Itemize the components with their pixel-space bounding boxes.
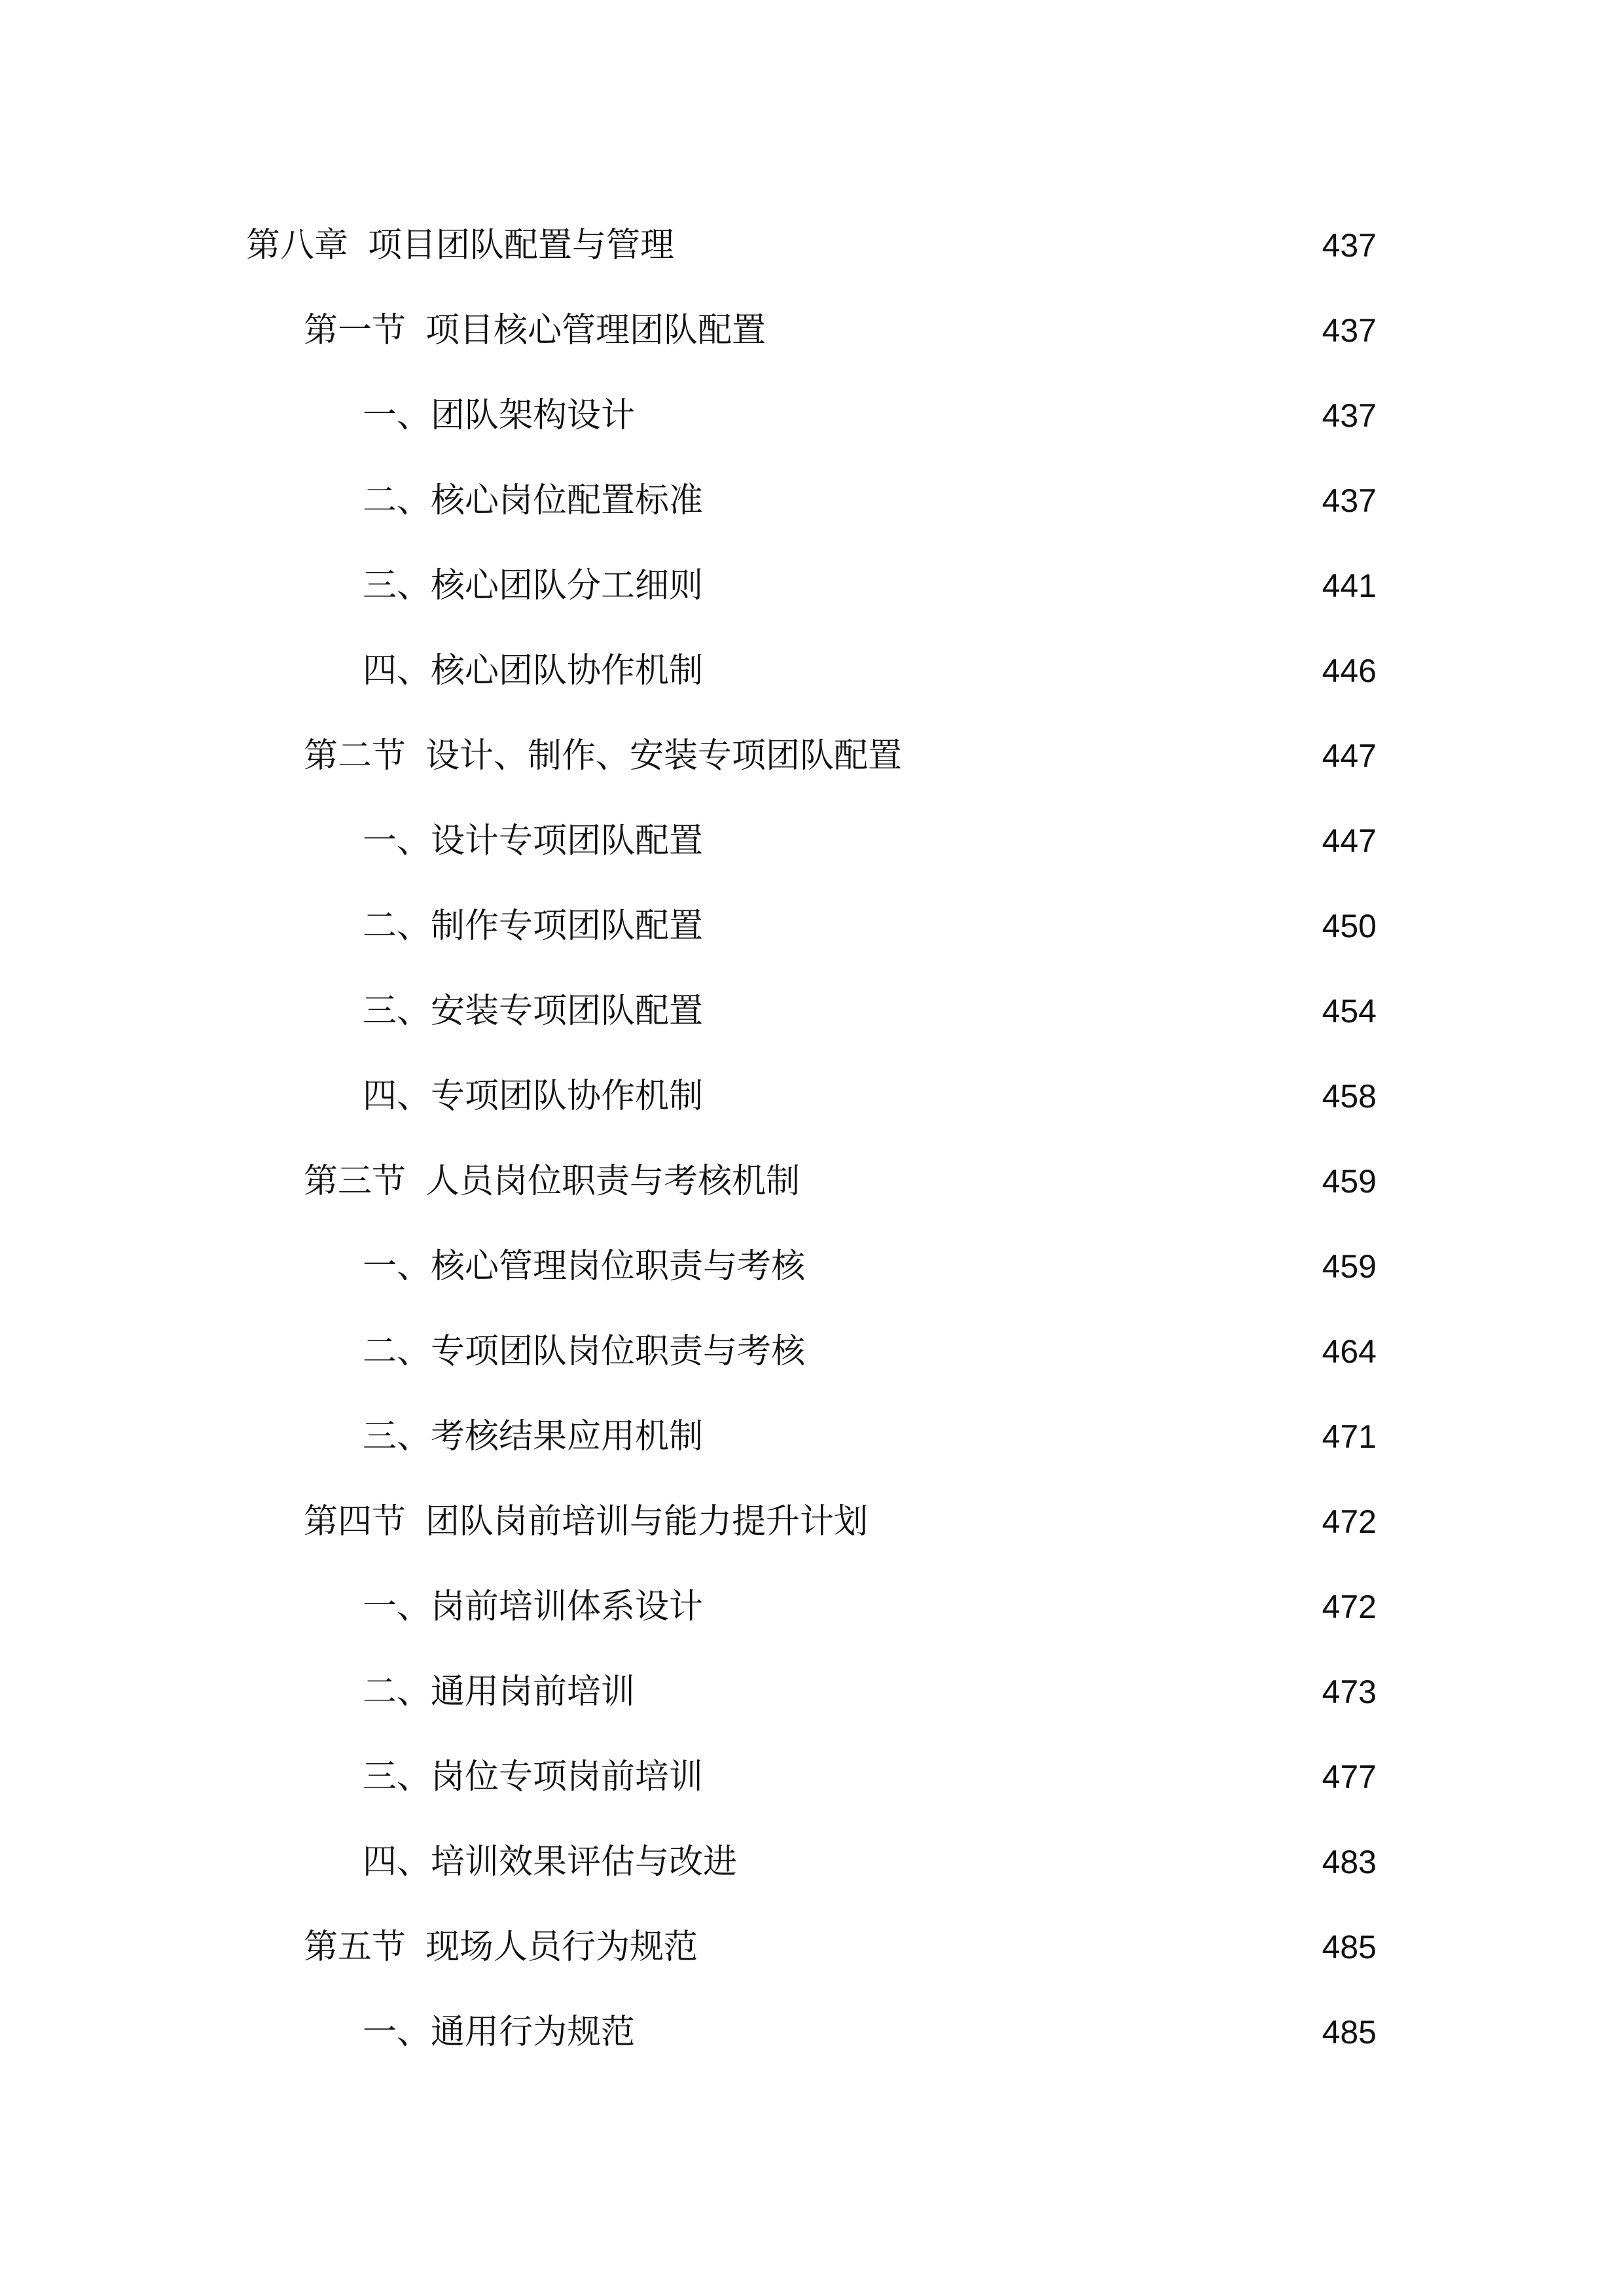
toc-entry[interactable] bbox=[0, 1054, 1624, 1139]
toc-entry-prefix: 一、 bbox=[363, 1247, 431, 1286]
toc-dot-leader bbox=[708, 906, 1318, 946]
toc-entry-title: 核心管理岗位职责与考核 bbox=[431, 1247, 806, 1286]
toc-entry-label bbox=[304, 736, 902, 776]
toc-entry-label bbox=[304, 1502, 868, 1541]
toc-entry-page: 446 bbox=[1322, 653, 1377, 689]
toc-entry-title: 培训效果评估与改进 bbox=[431, 1842, 738, 1882]
toc-dot-leader bbox=[679, 226, 1318, 265]
toc-dot-leader bbox=[708, 481, 1318, 520]
toc-entry-page: 437 bbox=[1322, 482, 1377, 519]
toc-entry[interactable] bbox=[0, 373, 1624, 458]
toc-entry-prefix: 四、 bbox=[363, 1077, 431, 1116]
table-of-contents bbox=[0, 203, 1624, 2075]
toc-entry-label bbox=[363, 2013, 635, 2052]
toc-entry-prefix: 三、 bbox=[363, 566, 431, 605]
toc-entry-page: 485 bbox=[1322, 1929, 1377, 1965]
toc-entry-page: 471 bbox=[1322, 1418, 1377, 1455]
toc-entry-prefix: 一、 bbox=[363, 1587, 431, 1626]
toc-dot-leader bbox=[873, 1502, 1318, 1541]
toc-entry-label bbox=[363, 1417, 703, 1456]
toc-entry-page: 472 bbox=[1322, 1588, 1377, 1625]
toc-entry[interactable] bbox=[0, 543, 1624, 628]
toc-dot-leader bbox=[805, 1162, 1318, 1201]
toc-entry-prefix: 一、 bbox=[363, 821, 431, 861]
toc-entry-prefix: 二、 bbox=[363, 481, 431, 520]
toc-dot-leader bbox=[810, 1332, 1318, 1371]
toc-entry[interactable] bbox=[0, 1139, 1624, 1224]
toc-entry[interactable] bbox=[0, 1309, 1624, 1394]
toc-dot-leader bbox=[703, 1928, 1318, 1967]
toc-entry-label bbox=[363, 481, 703, 520]
toc-entry[interactable] bbox=[0, 884, 1624, 969]
toc-entry-prefix: 四、 bbox=[363, 1842, 431, 1882]
toc-entry-page: 464 bbox=[1322, 1333, 1377, 1370]
toc-entry-prefix: 第四节 bbox=[304, 1502, 406, 1541]
toc-dot-leader bbox=[708, 821, 1318, 861]
toc-entry-page: 437 bbox=[1322, 397, 1377, 434]
toc-entry-label bbox=[363, 821, 703, 861]
toc-entry-title: 项目核心管理团队配置 bbox=[425, 311, 767, 350]
toc-entry-label bbox=[363, 1332, 805, 1371]
toc-entry-label bbox=[363, 906, 703, 946]
toc-entry-label bbox=[363, 1842, 737, 1882]
toc-entry-page: 459 bbox=[1322, 1163, 1377, 1200]
toc-entry-page: 473 bbox=[1322, 1674, 1377, 1710]
toc-entry-page: 450 bbox=[1322, 908, 1377, 944]
toc-dot-leader bbox=[708, 992, 1318, 1031]
toc-entry-prefix: 二、 bbox=[363, 1672, 431, 1712]
toc-dot-leader bbox=[708, 566, 1318, 605]
toc-entry-title: 制作专项团队配置 bbox=[431, 906, 704, 946]
toc-entry-page: 454 bbox=[1322, 993, 1377, 1030]
toc-entry[interactable] bbox=[0, 713, 1624, 798]
toc-entry[interactable] bbox=[0, 458, 1624, 543]
toc-entry-title: 通用行为规范 bbox=[431, 2013, 636, 2052]
toc-entry[interactable] bbox=[0, 1990, 1624, 2075]
toc-entry-page: 437 bbox=[1322, 312, 1377, 349]
toc-entry[interactable] bbox=[0, 628, 1624, 713]
toc-entry-label bbox=[363, 1247, 805, 1286]
toc-entry-title: 专项团队协作机制 bbox=[431, 1077, 704, 1116]
toc-dot-leader bbox=[640, 396, 1318, 435]
toc-entry-title: 设计专项团队配置 bbox=[431, 821, 704, 861]
toc-entry-label bbox=[246, 226, 674, 265]
toc-entry-page: 459 bbox=[1322, 1248, 1377, 1285]
toc-dot-leader bbox=[640, 1672, 1318, 1712]
toc-entry-page: 458 bbox=[1322, 1078, 1377, 1115]
toc-entry[interactable] bbox=[0, 1394, 1624, 1479]
toc-entry-prefix: 四、 bbox=[363, 651, 431, 691]
toc-entry-label bbox=[363, 1672, 635, 1712]
toc-entry-prefix: 第二节 bbox=[304, 736, 406, 776]
toc-entry-label bbox=[363, 1077, 703, 1116]
toc-entry-title: 团队架构设计 bbox=[431, 396, 636, 435]
toc-entry-title: 考核结果应用机制 bbox=[431, 1417, 704, 1456]
toc-entry-label bbox=[363, 396, 635, 435]
toc-entry-title: 核心团队分工细则 bbox=[431, 566, 704, 605]
toc-entry-title: 专项团队岗位职责与考核 bbox=[431, 1332, 806, 1371]
toc-dot-leader bbox=[640, 2013, 1318, 2052]
toc-entry-prefix: 第八章 bbox=[246, 226, 349, 265]
toc-entry-title: 岗前培训体系设计 bbox=[431, 1587, 704, 1626]
toc-dot-leader bbox=[742, 1842, 1318, 1882]
toc-entry-prefix: 一、 bbox=[363, 2013, 431, 2052]
toc-entry-title: 核心岗位配置标准 bbox=[431, 481, 704, 520]
toc-entry-page: 472 bbox=[1322, 1503, 1377, 1540]
toc-entry-page: 447 bbox=[1322, 738, 1377, 774]
toc-entry-title: 设计、制作、安装专项团队配置 bbox=[425, 736, 903, 776]
toc-entry-title: 人员岗位职责与考核机制 bbox=[425, 1162, 801, 1201]
toc-entry-title: 团队岗前培训与能力提升计划 bbox=[425, 1502, 869, 1541]
toc-entry[interactable] bbox=[0, 1224, 1624, 1309]
toc-entry-page: 485 bbox=[1322, 2014, 1377, 2051]
toc-dot-leader bbox=[708, 1587, 1318, 1626]
toc-entry-page: 447 bbox=[1322, 823, 1377, 859]
toc-entry-prefix: 二、 bbox=[363, 906, 431, 946]
toc-dot-leader bbox=[708, 1077, 1318, 1116]
toc-entry-label bbox=[304, 1928, 698, 1967]
toc-dot-leader bbox=[708, 1757, 1318, 1797]
toc-entry-label bbox=[363, 992, 703, 1031]
toc-entry-prefix: 三、 bbox=[363, 1417, 431, 1456]
toc-entry-title: 岗位专项岗前培训 bbox=[431, 1757, 704, 1797]
toc-entry-page: 441 bbox=[1322, 567, 1377, 604]
toc-entry-title: 安装专项团队配置 bbox=[431, 992, 704, 1031]
toc-entry-title: 现场人员行为规范 bbox=[425, 1928, 698, 1967]
toc-entry-title: 核心团队协作机制 bbox=[431, 651, 704, 691]
toc-entry-page: 477 bbox=[1322, 1759, 1377, 1795]
toc-entry-page: 483 bbox=[1322, 1844, 1377, 1880]
toc-entry-label bbox=[304, 311, 766, 350]
toc-entry[interactable] bbox=[0, 969, 1624, 1054]
toc-entry-label bbox=[304, 1162, 800, 1201]
toc-dot-leader bbox=[708, 651, 1318, 691]
toc-entry[interactable] bbox=[0, 288, 1624, 373]
toc-entry-prefix: 一、 bbox=[363, 396, 431, 435]
toc-entry-label bbox=[363, 651, 703, 691]
toc-entry-prefix: 第一节 bbox=[304, 311, 406, 350]
toc-entry-prefix: 二、 bbox=[363, 1332, 431, 1371]
toc-entry-prefix: 第五节 bbox=[304, 1928, 406, 1967]
toc-entry-prefix: 三、 bbox=[363, 1757, 431, 1797]
toc-entry[interactable] bbox=[0, 798, 1624, 884]
toc-dot-leader bbox=[907, 736, 1318, 776]
toc-entry-prefix: 三、 bbox=[363, 992, 431, 1031]
toc-entry-title: 通用岗前培训 bbox=[431, 1672, 636, 1712]
toc-entry[interactable] bbox=[0, 203, 1624, 288]
toc-entry-label bbox=[363, 1757, 703, 1797]
toc-entry[interactable] bbox=[0, 1649, 1624, 1734]
toc-entry-prefix: 第三节 bbox=[304, 1162, 406, 1201]
toc-entry[interactable] bbox=[0, 1564, 1624, 1649]
toc-dot-leader bbox=[771, 311, 1318, 350]
toc-entry[interactable] bbox=[0, 1734, 1624, 1820]
toc-entry-label bbox=[363, 566, 703, 605]
toc-entry[interactable] bbox=[0, 1820, 1624, 1905]
toc-entry-label bbox=[363, 1587, 703, 1626]
toc-entry-title: 项目团队配置与管理 bbox=[368, 226, 675, 265]
toc-entry[interactable] bbox=[0, 1479, 1624, 1564]
toc-dot-leader bbox=[810, 1247, 1318, 1286]
toc-dot-leader bbox=[708, 1417, 1318, 1456]
toc-entry[interactable] bbox=[0, 1905, 1624, 1990]
toc-entry-page: 437 bbox=[1322, 227, 1377, 264]
